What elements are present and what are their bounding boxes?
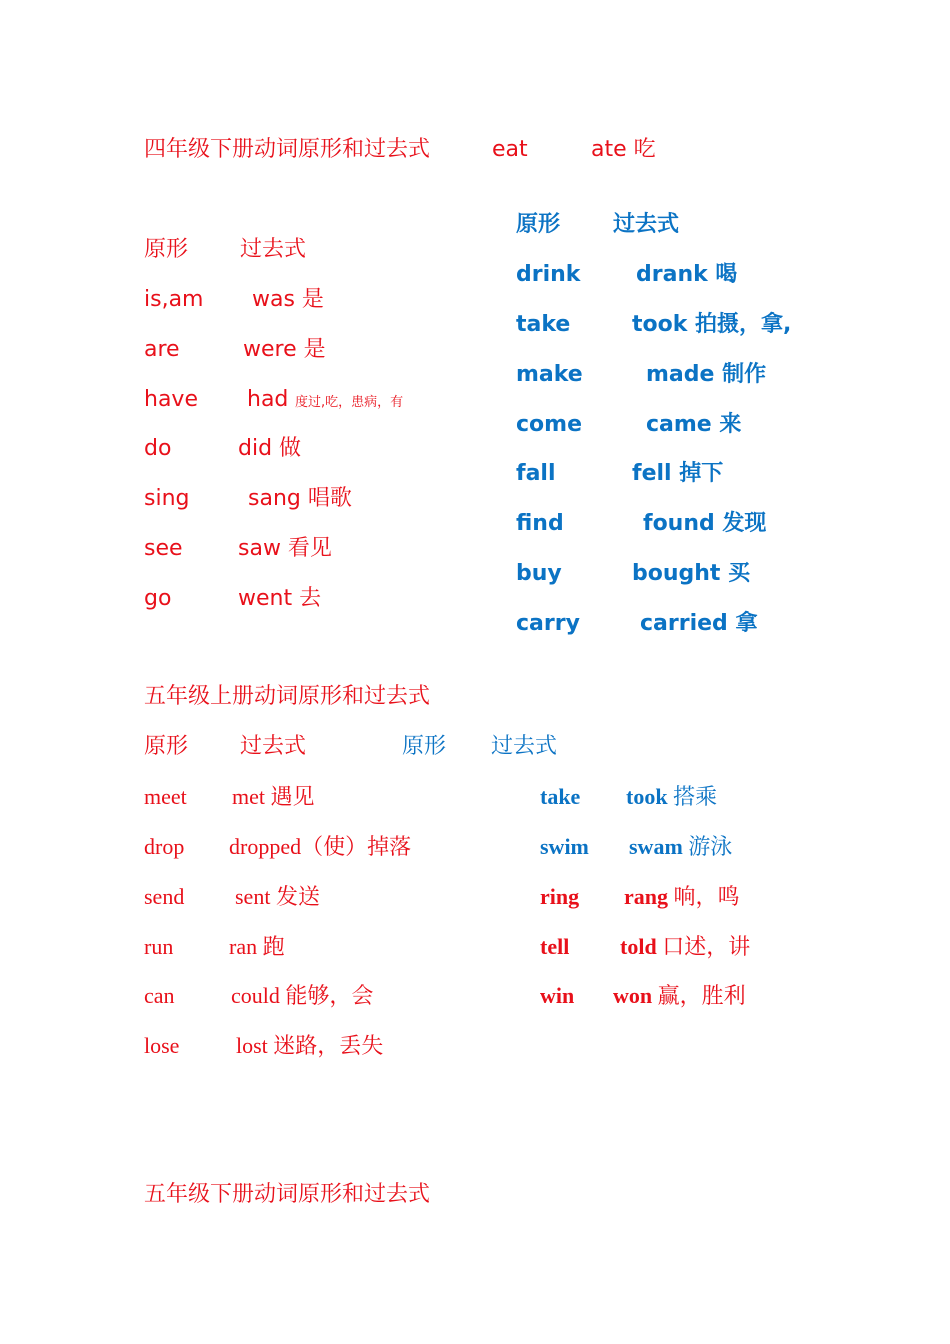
s2-right-base-3: tell [540, 934, 570, 959]
s1-right-past-5: found 发现 [643, 511, 767, 536]
s2-left-past-0: met 遇见 [232, 784, 315, 809]
s1-right-past-2: made 制作 [646, 362, 767, 387]
section3-title: 五年级下册动词原形和过去式 [144, 1181, 431, 1206]
s1-right-base-0: drink [516, 262, 581, 287]
s1-right-past-6: bought 买 [632, 561, 751, 586]
s1-right-header-past: 过去式 [613, 212, 680, 237]
s1-right-base-4: fall [516, 461, 556, 486]
s2-left-base-1: drop [144, 834, 185, 859]
s1-right-past-3: came 来 [646, 412, 742, 437]
s1-left-header-past: 过去式 [240, 237, 307, 262]
s1-right-past-4: fell 掉下 [632, 461, 724, 486]
s1-left-past-5: saw 看见 [238, 536, 332, 561]
section1-title: 四年级下册动词原形和过去式 [144, 137, 431, 162]
s2-left-base-4: can [144, 983, 175, 1008]
s1-left-past-2: had [247, 387, 289, 412]
s2-left-base-3: run [144, 934, 174, 959]
s1-left-header-base: 原形 [144, 237, 189, 262]
s2-left-header-past: 过去式 [240, 733, 307, 758]
s1-right-base-7: carry [516, 611, 580, 636]
s1-right-base-6: buy [516, 561, 562, 586]
s1-right-past-7: carried 拿 [640, 611, 758, 636]
s1-left-past-4: sang 唱歌 [248, 486, 352, 511]
section2-title: 五年级上册动词原形和过去式 [144, 683, 431, 708]
s2-right-past-0: took 搭乘 [626, 784, 718, 809]
s2-right-header-base: 原形 [402, 733, 447, 758]
s1-right-base-5: find [516, 511, 564, 536]
s1-left-past-3: did 做 [238, 436, 302, 461]
s2-left-base-2: send [144, 884, 185, 909]
s1-right-base-1: take [516, 312, 571, 337]
s1-right-base-3: come [516, 412, 582, 437]
s2-left-header-base: 原形 [144, 733, 189, 758]
s2-right-past-2: rang 响，鸣 [624, 884, 740, 909]
s1-left-past-1: were 是 [243, 337, 326, 362]
s2-left-base-0: meet [144, 784, 187, 809]
s1-right-past-1: took 拍摄，拿, [632, 312, 792, 337]
s2-left-base-5: lose [144, 1033, 180, 1058]
s2-left-past-5: lost 迷路，丢失 [236, 1033, 384, 1058]
s2-right-base-0: take [540, 784, 581, 809]
s1-left-base-2: have [144, 387, 198, 412]
s2-left-past-1: dropped（使）掉落 [229, 834, 412, 859]
s1-left-past-6: went 去 [238, 586, 322, 611]
eat-base: eat [492, 137, 528, 162]
s1-left-base-6: go [144, 586, 172, 611]
s2-right-header-past: 过去式 [491, 733, 558, 758]
s2-right-past-3: told 口述，讲 [620, 934, 751, 959]
eat-past: ate 吃 [591, 137, 656, 162]
s1-left-note-2: 度过,吃，患病，有 [295, 395, 404, 410]
s1-right-header-base: 原形 [516, 212, 561, 237]
s1-left-base-5: see [144, 536, 183, 561]
s1-right-base-2: make [516, 362, 583, 387]
s2-right-past-4: won 赢，胜利 [613, 983, 746, 1008]
s2-right-base-4: win [540, 983, 575, 1008]
s1-left-base-0: is,am [144, 287, 204, 312]
s2-left-past-2: sent 发送 [235, 884, 320, 909]
s1-left-past-0: was 是 [252, 287, 324, 312]
s1-left-base-1: are [144, 337, 180, 362]
s1-right-past-0: drank 喝 [636, 262, 738, 287]
s2-right-base-2: ring [540, 884, 580, 909]
s2-right-base-1: swim [540, 834, 589, 859]
s2-right-past-1: swam 游泳 [629, 834, 733, 859]
s1-left-base-3: do [144, 436, 172, 461]
s1-left-base-4: sing [144, 486, 190, 511]
s2-left-past-4: could 能够，会 [231, 983, 374, 1008]
s2-left-past-3: ran 跑 [229, 934, 285, 959]
